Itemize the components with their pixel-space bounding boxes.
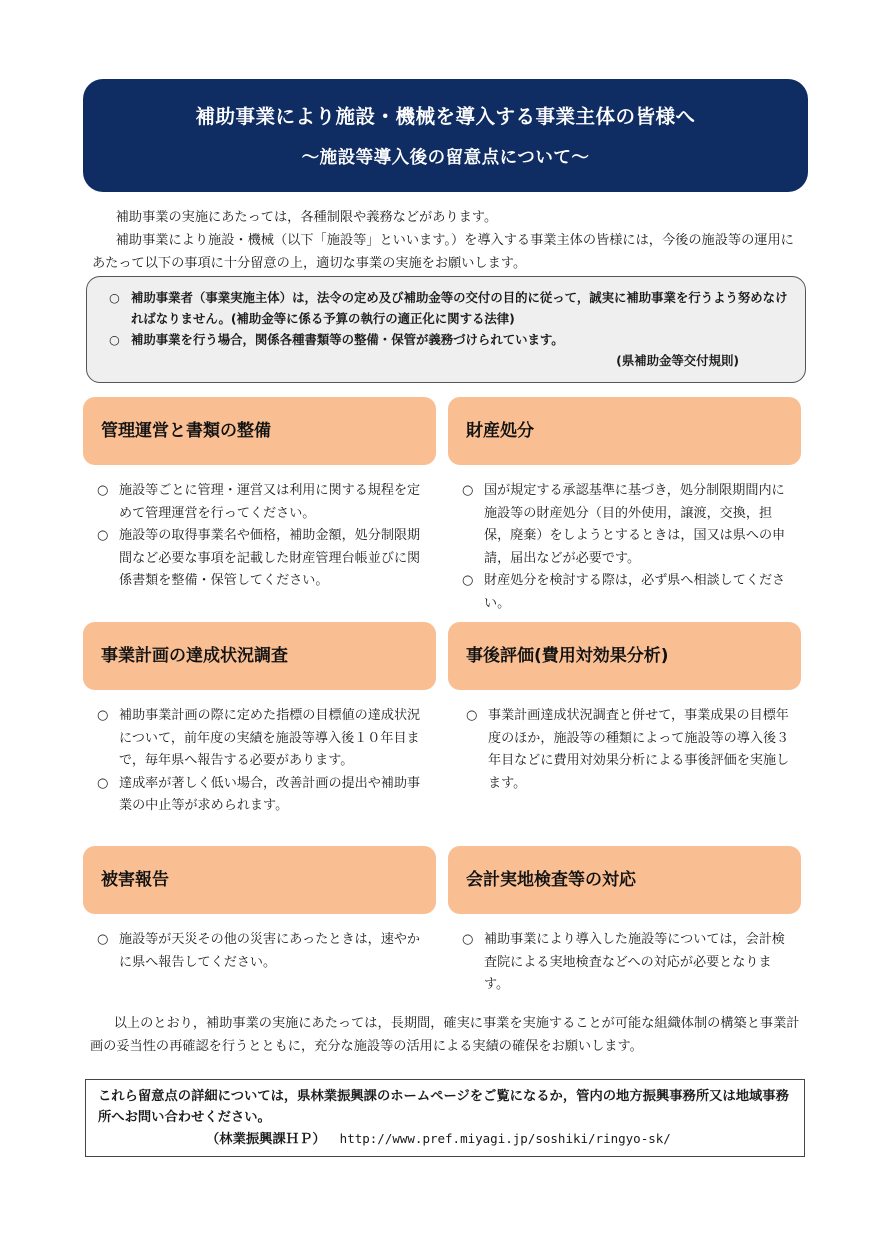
intro-text: [92, 206, 804, 275]
list-item: ○ 達成率が著しく低い場合，改善計画の提出や補助事業の中止等が求められます。: [97, 773, 429, 818]
intro-line-2: 補助事業により施設・機械（以下「施設等」といいます。）を導入する事業主体の皆様には，今後の施設等の運用にあたって以下の事項に十分留意の上，適切な事業の実施をお願いします。: [92, 233, 794, 271]
section-heading: 財産処分: [448, 397, 801, 465]
circle-bullet-icon: ○: [462, 573, 474, 588]
circle-bullet-icon: ○: [466, 708, 478, 723]
circle-bullet-icon: ○: [462, 483, 474, 498]
section-heading: 管理運営と書類の整備: [83, 397, 436, 465]
section-body: [97, 705, 429, 818]
notice-item-text: 補助事業者（事業実施主体）は，法令の定め及び補助金等の交付の目的に従って，誠実に補助事業を行うよう努めなければなりません。(補助金等に係る予算の執行の適正化に関する法律): [131, 290, 788, 326]
homepage-label: （林業振興課ＨＰ）: [206, 1132, 326, 1147]
section-body: [466, 705, 795, 795]
list-item: ○ 財産処分を検討する際は，必ず県へ相談してください。: [462, 570, 795, 615]
notice-item: [103, 287, 791, 329]
list-item: ○ 国が規定する承認基準に基づき，処分制限期間内に施設等の財産処分（目的外使用，譲渡，交換，担保，廃棄）をしようとするときは，国又は県への申請，届出などが必要です。: [462, 480, 795, 570]
contact-box: [85, 1079, 805, 1157]
circle-bullet-icon: ○: [97, 528, 109, 543]
closing-text: [90, 1012, 804, 1058]
list-item: ○ 施設等の取得事業名や価格，補助金額，処分制限期間など必要な事項を記載した財産管理台帳並びに関係書類を整備・保管してください。: [97, 525, 429, 593]
page-subtitle: ～施設等導入後の留意点について～: [301, 148, 590, 168]
circle-bullet-icon: ○: [97, 932, 109, 947]
section-body: [97, 480, 429, 593]
title-banner: [83, 79, 808, 192]
notice-item: [103, 329, 791, 350]
circle-bullet-icon: ○: [462, 932, 474, 947]
notice-item-text: 補助事業を行う場合，関係各種書類等の整備・保管が義務づけられています。: [131, 332, 564, 347]
section-heading: 会計実地検査等の対応: [448, 846, 801, 914]
list-item: ○ 補助事業計画の際に定めた指標の目標値の達成状況について，前年度の実績を施設等導入後１０年目まで，毎年県へ報告する必要があります。: [97, 705, 429, 773]
section-body: [462, 480, 795, 615]
notice-source: (県補助金等交付規則): [616, 353, 739, 368]
homepage-line: [98, 1128, 794, 1150]
section-heading: 事業計画の達成状況調査: [83, 622, 436, 690]
section-body: [97, 929, 429, 974]
intro-line-1: 補助事業の実施にあたっては，各種制限や義務などがあります。: [115, 210, 498, 225]
circle-bullet-icon: ○: [97, 775, 109, 791]
section-heading: 被害報告: [83, 846, 436, 914]
list-item: ○ 施設等が天災その他の災害にあったときは，速やかに県へ報告してください。: [97, 929, 429, 974]
legal-notice-box: [86, 276, 806, 383]
section-heading: 事後評価(費用対効果分析): [448, 622, 801, 690]
contact-text: これら留意点の詳細については，県林業振興課のホームページをご覧になるか，管内の地方振興事務所又は地域事務所へお問い合わせください。: [98, 1089, 789, 1125]
closing-paragraph: 以上のとおり，補助事業の実施にあたっては，長期間，確実に事業を実施することが可能な組織体制の構築と事業計画の妥当性の再確認を行うとともに，充分な施設等の活用による実績の確保をお願いします。: [90, 1016, 800, 1054]
circle-bullet-icon: ○: [109, 332, 120, 347]
list-item: ○ 事業計画達成状況調査と併せて，事業成果の目標年度のほか，施設等の種類によって施設等の導入後３年目などに費用対効果分析による事後評価を実施します。: [466, 705, 795, 795]
circle-bullet-icon: ○: [97, 483, 109, 498]
circle-bullet-icon: ○: [109, 290, 120, 305]
section-body: [462, 929, 795, 997]
circle-bullet-icon: ○: [97, 708, 109, 723]
list-item: ○ 施設等ごとに管理・運営又は利用に関する規程を定めて管理運営を行ってください。: [97, 480, 429, 525]
homepage-link[interactable]: http://www.pref.miyagi.jp/soshiki/ringyo-sk/: [339, 1131, 671, 1146]
list-item: ○ 補助事業により導入した施設等については，会計検査院による実地検査などへの対応が必要となります。: [462, 929, 795, 997]
page-title: 補助事業により施設・機械を導入する事業主体の皆様へ: [195, 105, 696, 128]
